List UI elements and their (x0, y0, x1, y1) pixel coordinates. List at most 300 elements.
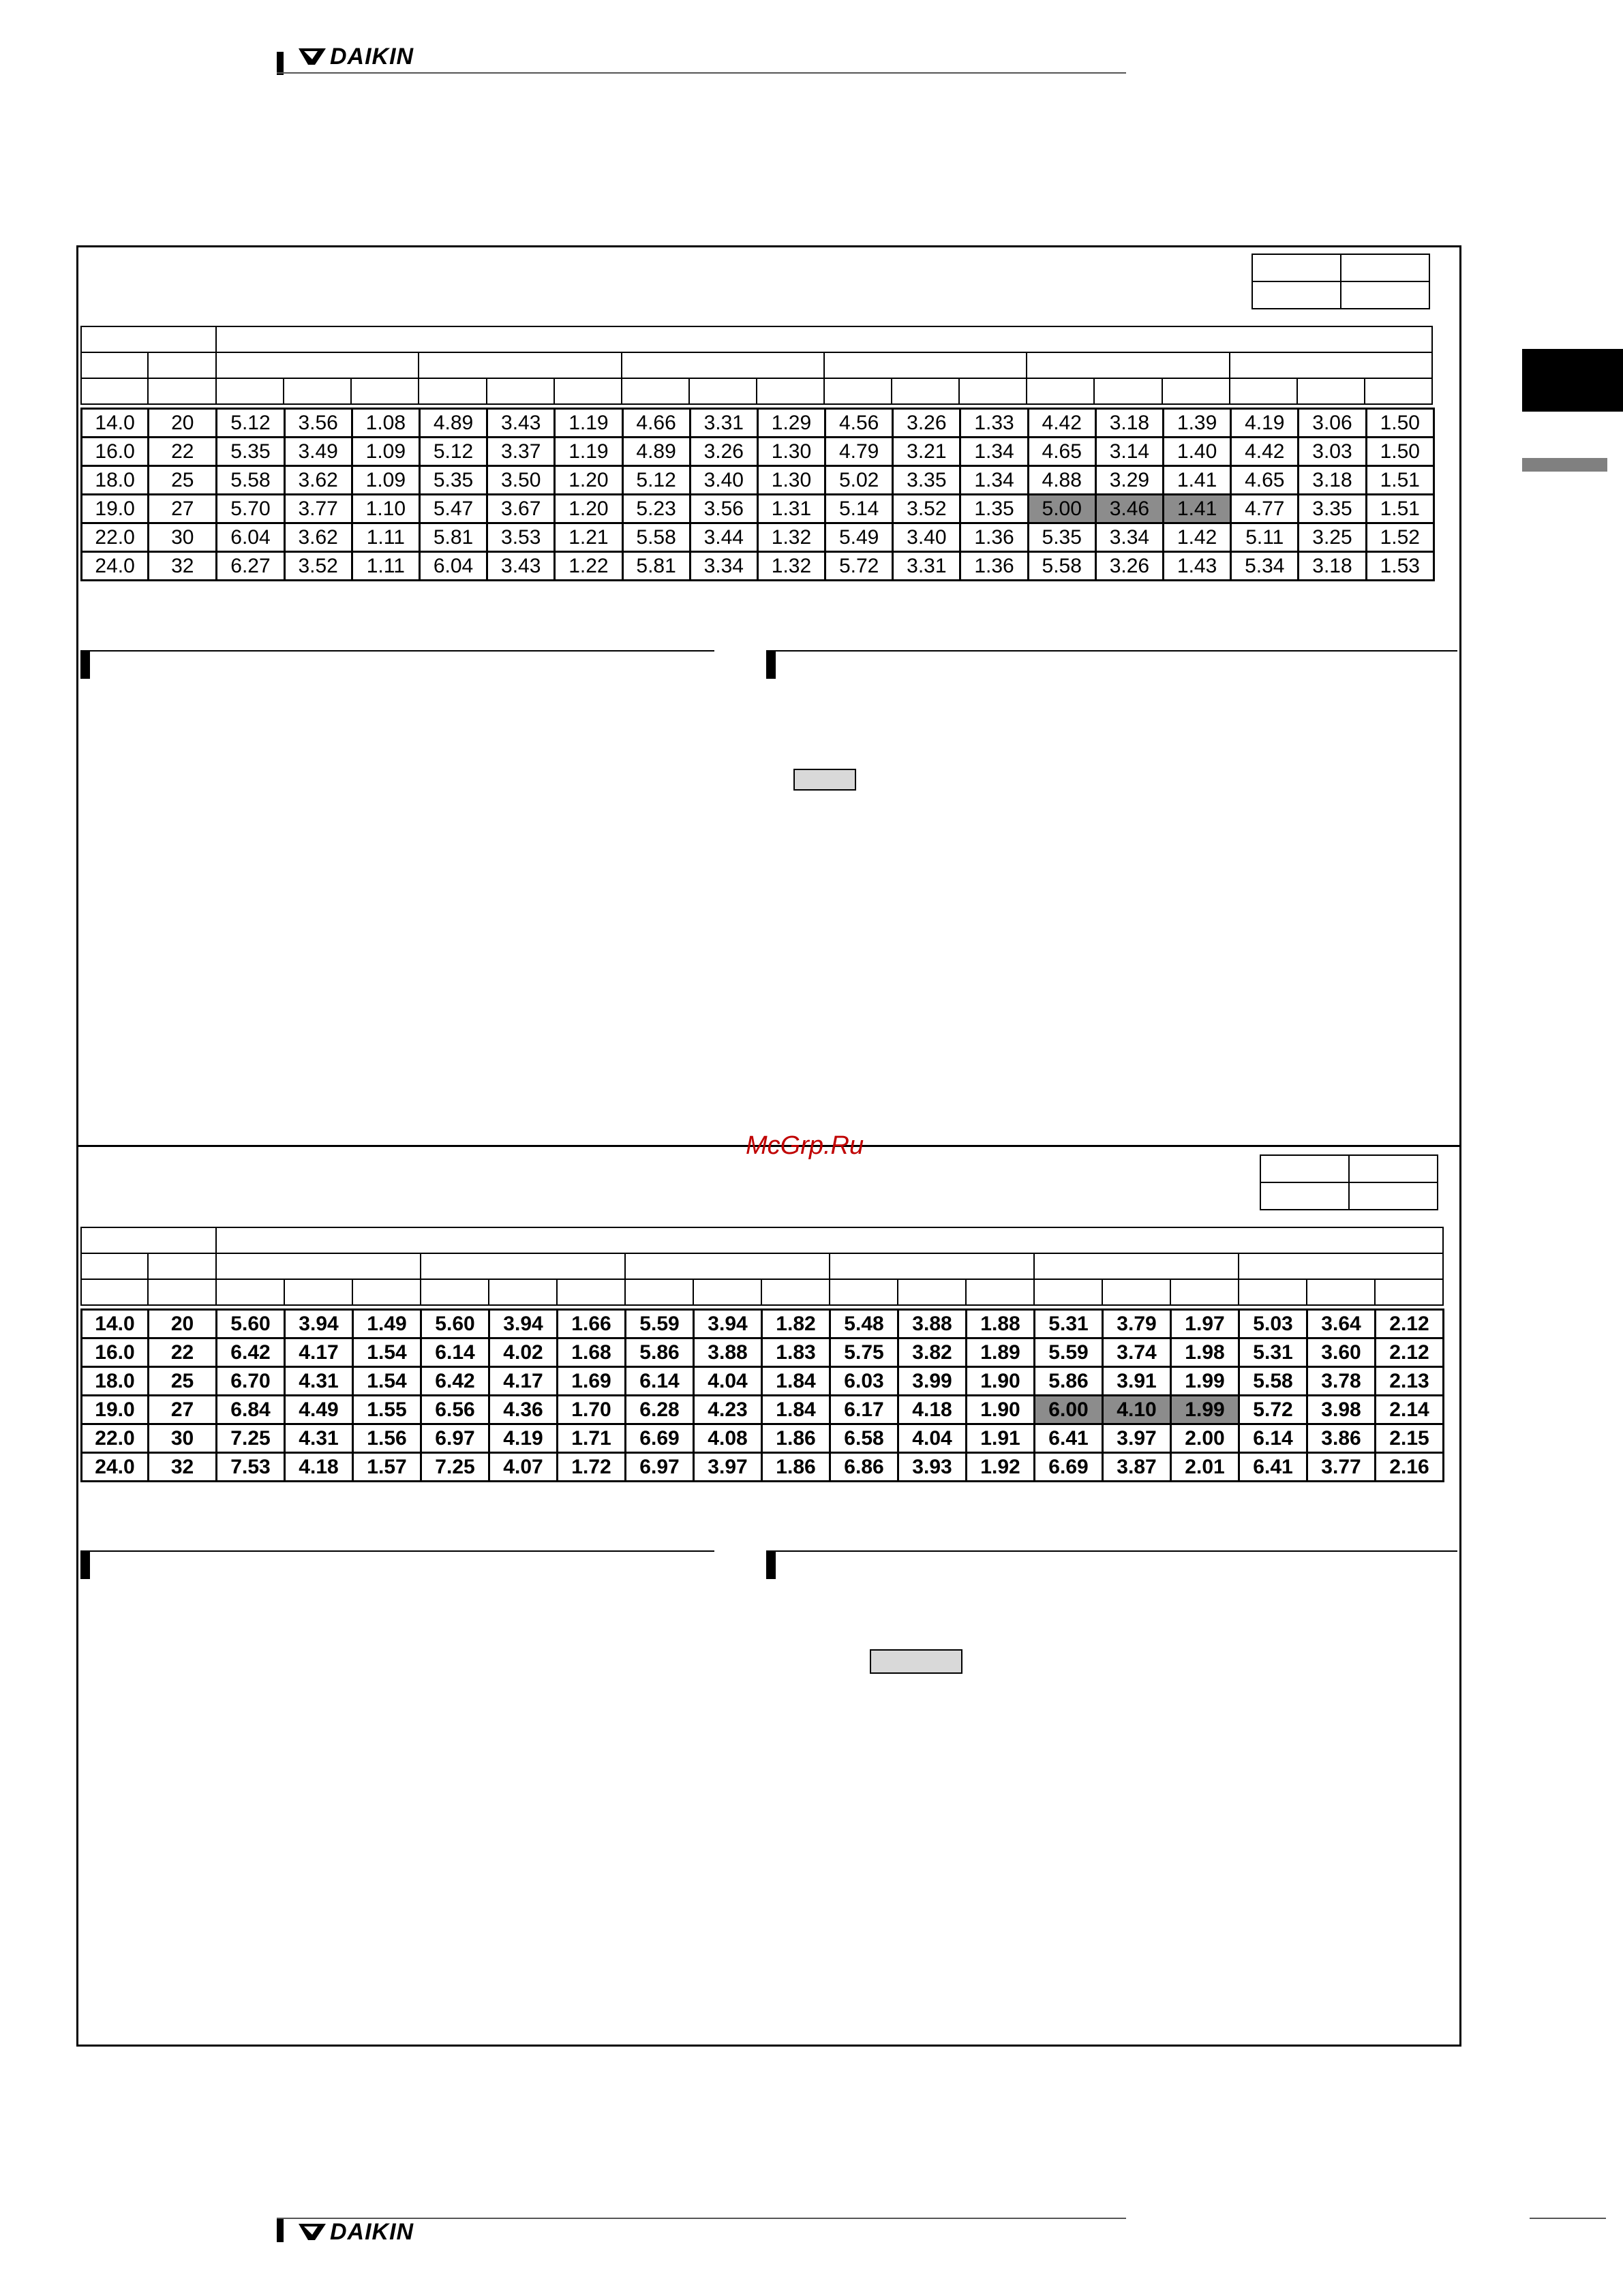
header-logo (297, 44, 414, 70)
table-cell: 4.08 (694, 1424, 762, 1453)
table-cell: 3.50 (487, 466, 555, 495)
table-cell: 5.59 (1035, 1338, 1103, 1367)
table-cell: 1.30 (757, 466, 825, 495)
section-marker-right-2 (766, 1552, 776, 1579)
header-cell (554, 378, 622, 404)
section-rule-left-2 (80, 1550, 714, 1552)
header-cell (622, 352, 824, 378)
header-cell (1034, 1279, 1102, 1305)
table-cell: 7.25 (217, 1424, 285, 1453)
table-cell: 2.01 (1171, 1453, 1239, 1482)
row-temp-wb: 32 (149, 552, 217, 581)
row-temp-wb: 20 (149, 1310, 217, 1338)
header-cell (148, 1253, 216, 1279)
header-cell (1034, 1253, 1239, 1279)
performance-table-1 (80, 408, 1435, 581)
row-temp-db: 16.0 (82, 1338, 149, 1367)
table-cell: 3.26 (893, 409, 960, 438)
table-cell: 3.87 (1103, 1453, 1171, 1482)
table-cell: 6.42 (421, 1367, 489, 1396)
table-cell: 6.14 (626, 1367, 694, 1396)
table-cell: 5.14 (825, 495, 893, 523)
row-temp-wb: 30 (149, 1424, 217, 1453)
corner-cell (1349, 1182, 1438, 1210)
table-cell: 5.72 (825, 552, 893, 581)
table-cell: 3.18 (1095, 409, 1163, 438)
header-cell (1297, 378, 1365, 404)
row-temp-wb: 27 (149, 1396, 217, 1424)
table-cell: 5.49 (825, 523, 893, 552)
table-row (82, 495, 1434, 523)
header-cell (1375, 1279, 1443, 1305)
table-row (82, 1453, 1444, 1482)
table-cell: 6.14 (421, 1338, 489, 1367)
table-cell: 1.52 (1366, 523, 1434, 552)
table-row (82, 552, 1434, 581)
header-cell (487, 378, 554, 404)
row-temp-db: 19.0 (82, 495, 149, 523)
header-cell (892, 378, 959, 404)
corner-cell (1260, 1182, 1349, 1210)
table-cell: 1.82 (762, 1310, 830, 1338)
table-cell: 4.10 (1103, 1396, 1171, 1424)
table-cell: 3.94 (694, 1310, 762, 1338)
table-cell: 6.97 (421, 1424, 489, 1453)
header-cell (81, 1279, 148, 1305)
header-cell (216, 352, 419, 378)
table-cell: 5.81 (622, 552, 690, 581)
table-cell: 4.49 (285, 1396, 353, 1424)
table-cell: 5.12 (217, 409, 284, 438)
table-cell: 3.49 (284, 438, 352, 466)
table-row (82, 1310, 1444, 1338)
table-cell: 1.51 (1366, 495, 1434, 523)
table-row (82, 466, 1434, 495)
table-cell: 5.02 (825, 466, 893, 495)
table1-header-grid (80, 326, 1433, 405)
table-cell: 4.66 (622, 409, 690, 438)
table-cell: 1.88 (967, 1310, 1035, 1338)
row-temp-wb: 27 (149, 495, 217, 523)
row-temp-db: 14.0 (82, 409, 149, 438)
corner-cell (1252, 281, 1341, 309)
table-cell: 1.91 (967, 1424, 1035, 1453)
table-cell: 1.86 (762, 1453, 830, 1482)
table-cell: 5.47 (419, 495, 487, 523)
header-cell (419, 378, 486, 404)
section-rule-right-1 (766, 650, 1457, 652)
header-cell (81, 378, 148, 404)
table-cell: 4.89 (622, 438, 690, 466)
table-cell: 1.68 (558, 1338, 626, 1367)
table-cell: 5.60 (421, 1310, 489, 1338)
table-cell: 6.14 (1239, 1424, 1307, 1453)
table-row (82, 1338, 1444, 1367)
table-cell: 5.34 (1231, 552, 1299, 581)
table-cell: 3.21 (893, 438, 960, 466)
table-cell: 1.29 (757, 409, 825, 438)
table-cell: 3.03 (1299, 438, 1366, 466)
header-cell (622, 378, 689, 404)
corner-cell (1252, 254, 1341, 281)
table-row (82, 1367, 1444, 1396)
header-cell (148, 1279, 216, 1305)
corner-cell (1349, 1155, 1438, 1182)
table-cell: 5.31 (1035, 1310, 1103, 1338)
row-temp-db: 24.0 (82, 1453, 149, 1482)
table-cell: 1.70 (558, 1396, 626, 1424)
table-cell: 1.84 (762, 1396, 830, 1424)
table-cell: 3.77 (1307, 1453, 1376, 1482)
table-cell: 5.58 (1028, 552, 1095, 581)
table-cell: 1.42 (1164, 523, 1231, 552)
header-cell (1162, 378, 1230, 404)
table-cell: 5.00 (1028, 495, 1095, 523)
table-cell: 3.98 (1307, 1396, 1376, 1424)
header-cell (489, 1279, 557, 1305)
table-cell: 3.56 (690, 495, 757, 523)
table-cell: 1.89 (967, 1338, 1035, 1367)
table-cell: 1.55 (353, 1396, 421, 1424)
row-temp-db: 22.0 (82, 523, 149, 552)
table-cell: 4.88 (1028, 466, 1095, 495)
table-cell: 4.89 (419, 409, 487, 438)
row-temp-wb: 32 (149, 1453, 217, 1482)
table-cell: 4.56 (825, 409, 893, 438)
header-cell (419, 352, 621, 378)
table-cell: 4.07 (489, 1453, 558, 1482)
table-cell: 5.23 (622, 495, 690, 523)
table-cell: 3.94 (285, 1310, 353, 1338)
corner-cell (1341, 254, 1429, 281)
header-cell (216, 378, 284, 404)
table-cell: 3.67 (487, 495, 555, 523)
table-cell: 4.17 (285, 1338, 353, 1367)
table-row (82, 523, 1434, 552)
header-cell (1170, 1279, 1239, 1305)
table-cell: 4.42 (1231, 438, 1299, 466)
table-cell: 3.82 (898, 1338, 967, 1367)
row-temp-db: 22.0 (82, 1424, 149, 1453)
header-cell (830, 1253, 1034, 1279)
table-cell: 4.79 (825, 438, 893, 466)
table-cell: 7.53 (217, 1453, 285, 1482)
table-cell: 1.09 (352, 466, 419, 495)
header-cell (761, 1279, 830, 1305)
table-cell: 3.97 (1103, 1424, 1171, 1453)
header-cell (1094, 378, 1162, 404)
table-cell: 5.12 (622, 466, 690, 495)
table-cell: 7.25 (421, 1453, 489, 1482)
table-cell: 3.26 (690, 438, 757, 466)
corner-cell (1260, 1155, 1349, 1182)
header-cell (351, 378, 419, 404)
table-cell: 1.66 (558, 1310, 626, 1338)
header-cell (81, 1253, 148, 1279)
table-cell: 5.35 (1028, 523, 1095, 552)
header-cell (81, 352, 148, 378)
table-cell: 1.41 (1164, 495, 1231, 523)
table-cell: 1.10 (352, 495, 419, 523)
table-cell: 1.51 (1366, 466, 1434, 495)
header-cell (81, 326, 216, 352)
table-cell: 5.31 (1239, 1338, 1307, 1367)
table-cell: 6.03 (830, 1367, 898, 1396)
header-cell (1230, 378, 1297, 404)
table-cell: 3.18 (1299, 552, 1366, 581)
table-cell: 1.08 (352, 409, 419, 438)
table-cell: 3.43 (487, 409, 555, 438)
footer-page-rule (1530, 2218, 1606, 2219)
table-cell: 1.53 (1366, 552, 1434, 581)
table-cell: 4.31 (285, 1424, 353, 1453)
table-cell: 6.04 (217, 523, 284, 552)
footer-brand-text: DAIKIN (330, 2219, 414, 2245)
table-cell: 1.20 (555, 495, 622, 523)
table-cell: 3.35 (893, 466, 960, 495)
table-cell: 3.94 (489, 1310, 558, 1338)
table-cell: 3.43 (487, 552, 555, 581)
table-row (82, 409, 1434, 438)
table-cell: 2.14 (1376, 1396, 1444, 1424)
table-cell: 1.22 (555, 552, 622, 581)
table-cell: 4.18 (285, 1453, 353, 1482)
table-cell: 3.52 (893, 495, 960, 523)
row-temp-wb: 25 (149, 466, 217, 495)
table-cell: 2.00 (1171, 1424, 1239, 1453)
table-cell: 6.70 (217, 1367, 285, 1396)
table-cell: 1.54 (353, 1367, 421, 1396)
row-temp-db: 18.0 (82, 466, 149, 495)
table-cell: 5.03 (1239, 1310, 1307, 1338)
header-cell (352, 1279, 421, 1305)
small-box-2 (870, 1649, 962, 1674)
table-cell: 1.32 (757, 552, 825, 581)
section-rule-right-2 (766, 1550, 1457, 1552)
table-cell: 4.77 (1231, 495, 1299, 523)
header-cell (1239, 1253, 1443, 1279)
table-cell: 6.17 (830, 1396, 898, 1424)
table-cell: 4.65 (1028, 438, 1095, 466)
table2-header-grid (80, 1227, 1444, 1306)
table-cell: 5.59 (626, 1310, 694, 1338)
table-cell: 5.75 (830, 1338, 898, 1367)
table-cell: 1.09 (352, 438, 419, 466)
table-cell: 1.83 (762, 1338, 830, 1367)
table-cell: 3.40 (690, 466, 757, 495)
table-cell: 4.02 (489, 1338, 558, 1367)
table-cell: 1.41 (1164, 466, 1231, 495)
table-cell: 6.00 (1035, 1396, 1103, 1424)
table-cell: 4.04 (694, 1367, 762, 1396)
table-cell: 6.97 (626, 1453, 694, 1482)
table-cell: 1.36 (960, 552, 1028, 581)
side-tab (1522, 349, 1623, 412)
header-cell (693, 1279, 761, 1305)
header-cell (216, 1253, 421, 1279)
header-cell (421, 1253, 625, 1279)
table-cell: 3.25 (1299, 523, 1366, 552)
section-rule-left-1 (80, 650, 714, 652)
table-row (82, 438, 1434, 466)
header-cell (284, 1279, 352, 1305)
header-cell (81, 1227, 216, 1253)
table-cell: 1.21 (555, 523, 622, 552)
corner-box-1 (1252, 254, 1430, 309)
table-cell: 3.78 (1307, 1367, 1376, 1396)
header-cell (216, 1227, 1443, 1253)
table-cell: 1.71 (558, 1424, 626, 1453)
table-cell: 3.26 (1095, 552, 1163, 581)
table-cell: 6.69 (626, 1424, 694, 1453)
header-cell (1102, 1279, 1170, 1305)
header-cell (966, 1279, 1034, 1305)
header-brand-text: DAIKIN (330, 44, 414, 70)
table-cell: 3.29 (1095, 466, 1163, 495)
table-cell: 3.60 (1307, 1338, 1376, 1367)
table-cell: 1.11 (352, 523, 419, 552)
daikin-logo-icon (297, 2222, 327, 2241)
table-cell: 6.41 (1239, 1453, 1307, 1482)
table-cell: 5.35 (419, 466, 487, 495)
table-cell: 4.31 (285, 1367, 353, 1396)
table-cell: 2.16 (1376, 1453, 1444, 1482)
corner-cell (1341, 281, 1429, 309)
table-cell: 3.14 (1095, 438, 1163, 466)
footer-logo (297, 2219, 414, 2246)
table-cell: 1.34 (960, 466, 1028, 495)
row-temp-db: 14.0 (82, 1310, 149, 1338)
table-cell: 4.18 (898, 1396, 967, 1424)
table-cell: 1.69 (558, 1367, 626, 1396)
header-cell (284, 378, 351, 404)
table-cell: 1.31 (757, 495, 825, 523)
table-cell: 1.11 (352, 552, 419, 581)
table-cell: 6.86 (830, 1453, 898, 1482)
table-cell: 5.58 (1239, 1367, 1307, 1396)
header-cell (898, 1279, 966, 1305)
table-cell: 2.12 (1376, 1310, 1444, 1338)
table-cell: 1.99 (1171, 1396, 1239, 1424)
table-cell: 3.06 (1299, 409, 1366, 438)
row-temp-wb: 30 (149, 523, 217, 552)
table-cell: 5.35 (217, 438, 284, 466)
table-cell: 3.56 (284, 409, 352, 438)
table-cell: 3.86 (1307, 1424, 1376, 1453)
table-cell: 3.35 (1299, 495, 1366, 523)
table-cell: 1.50 (1366, 438, 1434, 466)
table-row (82, 1424, 1444, 1453)
table-cell: 5.81 (419, 523, 487, 552)
table-cell: 6.69 (1035, 1453, 1103, 1482)
header-cell (1027, 378, 1094, 404)
corner-box-2 (1260, 1154, 1438, 1210)
header-cell (625, 1279, 693, 1305)
table-cell: 6.04 (419, 552, 487, 581)
table-cell: 5.11 (1231, 523, 1299, 552)
table-cell: 3.62 (284, 523, 352, 552)
header-cell (216, 326, 1432, 352)
table-cell: 5.48 (830, 1310, 898, 1338)
header-cell (824, 352, 1027, 378)
header-cell (830, 1279, 898, 1305)
header-cell (1230, 352, 1432, 378)
header-cell (1027, 352, 1229, 378)
header-cell (689, 378, 757, 404)
table-cell: 3.77 (284, 495, 352, 523)
table-cell: 1.90 (967, 1367, 1035, 1396)
table-cell: 6.56 (421, 1396, 489, 1424)
table-cell: 3.74 (1103, 1338, 1171, 1367)
header-cell (148, 378, 216, 404)
header-cell (148, 352, 216, 378)
table-cell: 1.49 (353, 1310, 421, 1338)
table-cell: 1.35 (960, 495, 1028, 523)
table-cell: 3.34 (1095, 523, 1163, 552)
table-cell: 1.72 (558, 1453, 626, 1482)
row-temp-wb: 20 (149, 409, 217, 438)
table-cell: 1.99 (1171, 1367, 1239, 1396)
table-cell: 4.42 (1028, 409, 1095, 438)
small-box-1 (793, 769, 856, 791)
table-cell: 6.27 (217, 552, 284, 581)
table-cell: 5.60 (217, 1310, 285, 1338)
table-cell: 6.41 (1035, 1424, 1103, 1453)
table-cell: 5.58 (622, 523, 690, 552)
table-cell: 2.12 (1376, 1338, 1444, 1367)
watermark: McGrp.Ru (746, 1131, 864, 1160)
table-cell: 1.98 (1171, 1338, 1239, 1367)
daikin-logo-icon (297, 47, 327, 66)
row-temp-wb: 22 (149, 1338, 217, 1367)
table-cell: 3.64 (1307, 1310, 1376, 1338)
header-cell (824, 378, 892, 404)
table-cell: 1.92 (967, 1453, 1035, 1482)
table-cell: 1.43 (1164, 552, 1231, 581)
table-cell: 3.91 (1103, 1367, 1171, 1396)
table-cell: 1.97 (1171, 1310, 1239, 1338)
table-cell: 1.84 (762, 1367, 830, 1396)
table-cell: 3.46 (1095, 495, 1163, 523)
table-cell: 4.36 (489, 1396, 558, 1424)
table-cell: 6.58 (830, 1424, 898, 1453)
table-cell: 1.33 (960, 409, 1028, 438)
table-cell: 5.70 (217, 495, 284, 523)
table-cell: 3.99 (898, 1367, 967, 1396)
header-brand-bar (277, 52, 284, 75)
footer-brand-bar (277, 2219, 284, 2242)
header-cell (1239, 1279, 1307, 1305)
table-cell: 3.53 (487, 523, 555, 552)
table-cell: 1.32 (757, 523, 825, 552)
table-cell: 3.62 (284, 466, 352, 495)
header-cell (1365, 378, 1432, 404)
table-cell: 4.19 (489, 1424, 558, 1453)
table-cell: 1.34 (960, 438, 1028, 466)
header-cell (959, 378, 1027, 404)
header-cell (421, 1279, 489, 1305)
table-cell: 3.88 (898, 1310, 967, 1338)
table-cell: 5.58 (217, 466, 284, 495)
table-cell: 5.86 (1035, 1367, 1103, 1396)
table-cell: 4.23 (694, 1396, 762, 1424)
row-temp-db: 19.0 (82, 1396, 149, 1424)
table-cell: 3.88 (694, 1338, 762, 1367)
table-cell: 6.28 (626, 1396, 694, 1424)
table-cell: 4.04 (898, 1424, 967, 1453)
table-cell: 3.18 (1299, 466, 1366, 495)
table-cell: 1.40 (1164, 438, 1231, 466)
